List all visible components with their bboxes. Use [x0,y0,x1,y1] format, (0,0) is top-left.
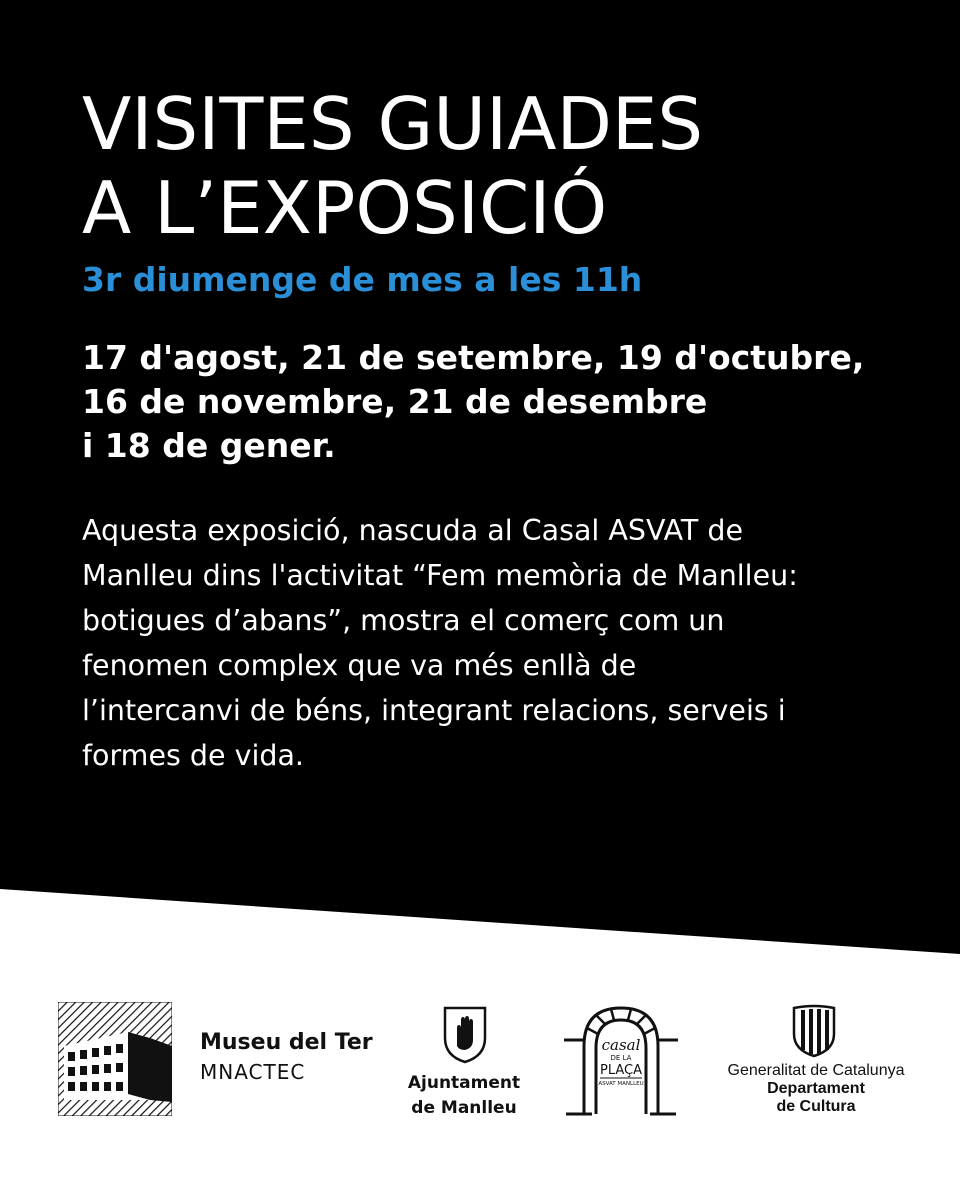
exhibition-description [82,508,942,778]
generalitat-emblem-icon [790,1004,838,1058]
casal-placa: PLAÇA [599,1063,643,1078]
ajuntament-label [404,1071,524,1121]
casal-de-la: DE LA [610,1054,632,1062]
museu-del-ter-label [200,1029,373,1087]
dates-line-3: i 18 de gener. [82,426,336,465]
ajuntament-crest-icon [441,1004,489,1064]
description-line-6: formes de vida. [82,739,304,772]
museu-name: Museu del Ter [200,1030,373,1055]
description-line-2: Manlleu dins l'activitat “Fem memòria de Manlleu: [82,559,798,592]
generalitat-line-3: de Cultura [776,1098,856,1115]
ajuntament-line-1: Ajuntament [407,1073,521,1093]
page-title [82,82,703,250]
generalitat-label [716,1062,916,1116]
title-line-1: VISITES GUIADES [82,82,704,166]
schedule-subtitle: 3r diumenge de mes a les 11h [82,260,643,299]
description-line-5: l’intercanvi de béns, integrant relacions, serveis i [82,694,786,727]
title-line-2: A L’EXPOSICIÓ [82,166,608,250]
casal-word: casal [601,1036,641,1054]
dates-line-2: 16 de novembre, 21 de desembre [82,382,708,421]
casal-de-la-placa-logo [562,998,680,1118]
ajuntament-line-2: de Manlleu [411,1098,517,1118]
description-line-3: botigues d’abans”, mostra el comerç com un [82,604,725,637]
museu-del-ter-logo-icon [58,1002,172,1116]
dates-line-1: 17 d'agost, 21 de setembre, 19 d'octubre, [82,338,865,377]
description-line-4: fenomen complex que va més enllà de [82,649,637,682]
casal-asvat: ASVAT MANLLEU [598,1081,644,1087]
museu-sub: MNACTEC [200,1060,306,1084]
generalitat-line-2: Departament [767,1080,865,1097]
generalitat-line-1: Generalitat de Catalunya [727,1062,905,1079]
dates-list [82,336,942,468]
description-line-1: Aquesta exposició, nascuda al Casal ASVAT de [82,514,744,547]
